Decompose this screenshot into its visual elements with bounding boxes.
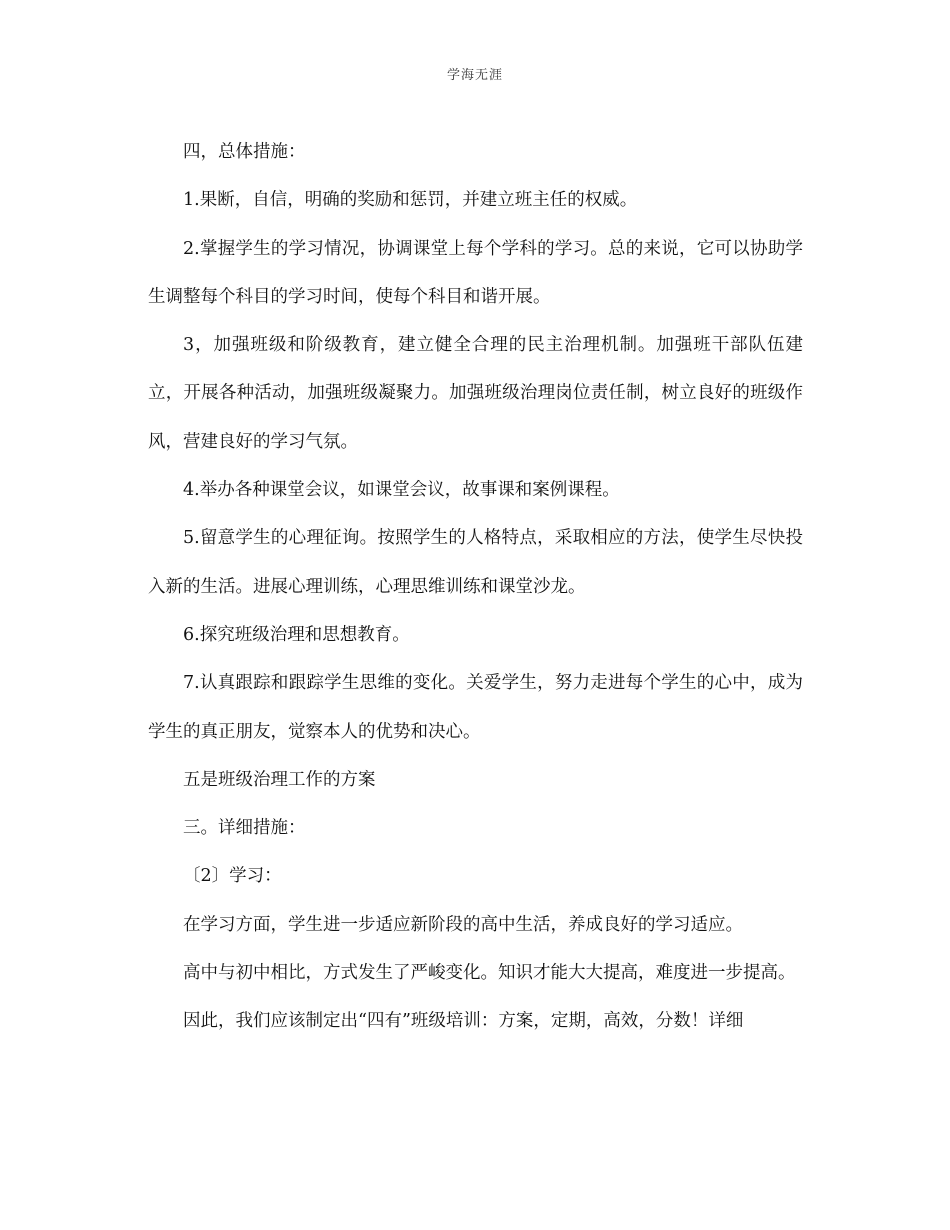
paragraph: 6.探究班级治理和思想教育。 [183,624,410,645]
document-body [148,128,803,1046]
paragraph: 5.留意学生的心理征询。按照学生的人格特点，采取相应的方法，使学生尽快投入新的生活。进展心理训练，心理思维训练和课堂沙龙。 [148,528,803,597]
paragraph: 〔2〕学习： [183,866,282,887]
paragraph: 五是班级治理工作的方案 [183,769,376,790]
paragraph: 在学习方面，学生进一步适应新阶段的高中生活，养成良好的学习适应。 [183,914,743,935]
page-header: 学海无涯 [446,68,503,83]
paragraph: 因此，我们应该制定出“四有”班级培训：方案，定期，高效，分数！详细 [183,1011,744,1032]
paragraph: 2.掌握学生的学习情况，协调课堂上每个学科的学习。总的来说，它可以协助学生调整每个科目的学习时间，使每个科目和谐开展。 [148,238,803,307]
paragraph: 四，总体措施： [183,142,306,162]
paragraph: 1.果断，自信，明确的奖励和惩罚，并建立班主任的权威。 [183,190,638,211]
paragraph: 三。详细措施： [183,818,306,839]
paragraph: 4.举办各种课堂会议，如课堂会议，故事课和案例课程。 [183,480,620,501]
paragraph: 3，加强班级和阶级教育，建立健全合理的民主治理机制。加强班干部队伍建立，开展各种活动，加强班级凝聚力。加强班级治理岗位责任制，树立良好的班级作风，营建良好的学习气氛。 [148,335,803,452]
paragraph: 7.认真跟踪和跟踪学生思维的变化。关爱学生，努力走进每个学生的心中，成为学生的真正朋友，觉察本人的优势和决心。 [148,673,803,742]
paragraph: 高中与初中相比，方式发生了严峻变化。知识才能大大提高，难度进一步提高。 [183,963,796,984]
